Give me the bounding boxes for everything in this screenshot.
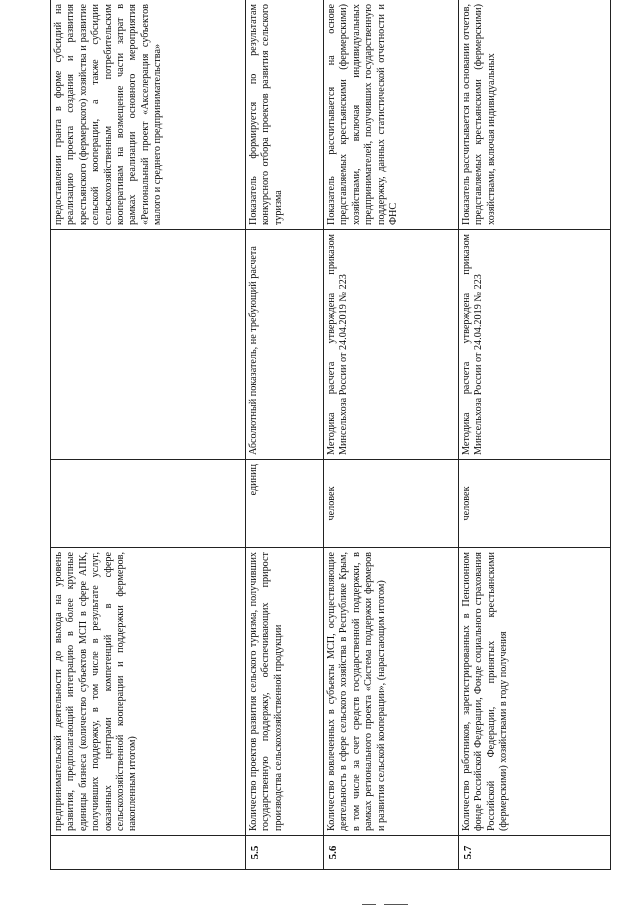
table-row (324, 0, 459, 870)
indicator-name: предпринимательской деятельности до выхода на уровень развития, предполагающий интеграцию в более крупные единицы бизнеса (количество субъектов МСП в сфере АПК, получивших поддержку, в том числе в результате услуг, оказанных центрами компетенций в сфере сельскохозяйственной кооперации и поддержки фермеров, накопленным итогом) (51, 548, 246, 836)
row-number: 5.7 (459, 836, 611, 870)
rotated-page (50, 0, 610, 870)
unit-cell (51, 460, 246, 548)
unit-label-end: единиц (248, 464, 259, 496)
indicator-description: Показатель формируется по результатам конкурсного отбора проектов развития сельского туризма (246, 0, 324, 230)
calculation-method: Методика расчета утверждена приказом Минсельхоза России от 24.04.2019 № 223 (459, 230, 611, 460)
table-row (459, 0, 611, 870)
page-mark (362, 895, 414, 897)
indicator-description: Показатель рассчитывается на основе представляемых крестьянскими (фермерскими) хозяйствами, включая индивидуальных предпринимателей, получивших государственную поддержку, данных статистической отчетности и ФНС (324, 0, 459, 230)
unit-cell (459, 460, 611, 548)
unit-cell (324, 460, 459, 548)
calculation-method: Методика расчета утверждена приказом Минсельхоза России от 24.04.2019 № 223 (324, 230, 459, 460)
table-row (246, 0, 324, 870)
row-number (51, 836, 246, 870)
indicator-name: Количество вовлеченных в субъекты МСП, осуществляющие деятельность в сфере сельского хозяйства в Республике Крым, в том числе за счет средств государственной поддержки, в рамках регионального проекта «Система поддержки фермеров и развития сельской кооперации», (нарастающим итогом) (324, 548, 459, 836)
indicator-table (50, 0, 611, 870)
indicator-name: Количество проектов развития сельского туризма, получивших государственную поддержку, обеспечивающих прирост производства сельскохозяйственной продукции (246, 548, 324, 836)
row-number: 5.5 (246, 836, 324, 870)
indicator-description: Показатель рассчитывается на основании отчетов, представляемых крестьянскими (фермерскими) хозяйствами, включая индивидуальных (459, 0, 611, 230)
indicator-name: Количество работников, зарегистрированных в Пенсионном фонде Российской Федерации, Фонде социального страхования Российской Федерации, принятых крестьянскими (фермерскими) хозяйствами в году получения (459, 548, 611, 836)
calculation-method: Абсолютный показатель, не требующий расчета (246, 230, 324, 460)
table-row (51, 0, 246, 870)
indicator-description: предоставлении гранта в форме субсидий на реализацию проекта создания и развития крестьянского (фермерского) хозяйства и развитие сельской кооперации, а также субсидии сельскохозяйственным потребительским кооперативам на возмещение части затрат в рамках реализации основного мероприятия «Региональный проект «Акселерация субъектов малого и среднего предпринимательства» (51, 0, 246, 230)
unit-label: человек (326, 486, 337, 521)
unit-cell (246, 460, 324, 548)
unit-label: человек (461, 486, 472, 521)
row-number: 5.6 (324, 836, 459, 870)
calculation-method (51, 230, 246, 460)
